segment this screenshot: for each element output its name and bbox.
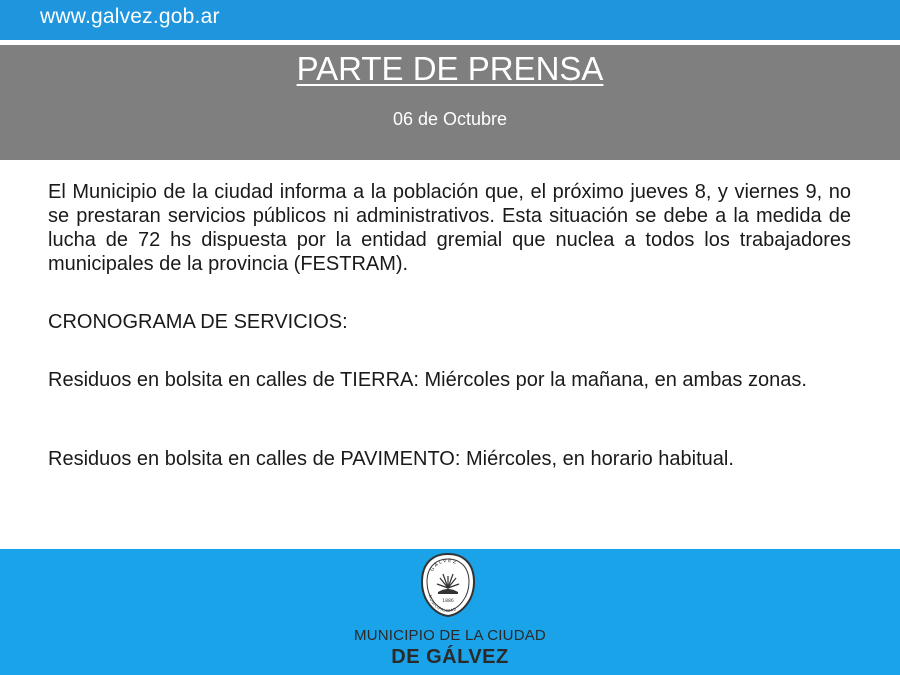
- top-bar: [0, 0, 900, 40]
- schedule-item-pavimento: Residuos en bolsita en calles de PAVIMENTO: Miércoles, en horario habitual.: [48, 448, 734, 470]
- schedule-item-tierra: Residuos en bolsita en calles de TIERRA: Miércoles por la mañana, en ambas zonas.: [48, 369, 807, 391]
- municipality-name-line2: DE GÁLVEZ: [391, 646, 509, 668]
- site-url: www.galvez.gob.ar: [40, 5, 220, 28]
- svg-text:MUNICIPALIDAD: MUNICIPALIDAD: [427, 594, 458, 614]
- press-date: 06 de Octubre: [392, 109, 508, 129]
- municipality-name-line1: MUNICIPIO DE LA CIUDAD: [354, 627, 546, 644]
- svg-text:1886: 1886: [442, 599, 454, 604]
- schedule-heading: CRONOGRAMA DE SERVICIOS:: [48, 311, 348, 333]
- press-paragraph: El Municipio de la ciudad informa a la población que, el próximo jueves 8, y viernes 9, no se prestaran servicios públicos ni administrativos. Esta situación se debe a la medida de lucha de 72 hs dispuesta por la entidad gremial que nuclea a todos los trabajadores municipales de la provincia (FESTRAM).: [48, 181, 851, 275]
- page-title: [0, 49, 900, 89]
- municipal-seal-logo: [418, 552, 478, 618]
- page-title-text: PARTE DE PRENSA: [296, 50, 604, 87]
- svg-text:GÁLVEZ: GÁLVEZ: [429, 557, 459, 573]
- press-body: [48, 180, 851, 276]
